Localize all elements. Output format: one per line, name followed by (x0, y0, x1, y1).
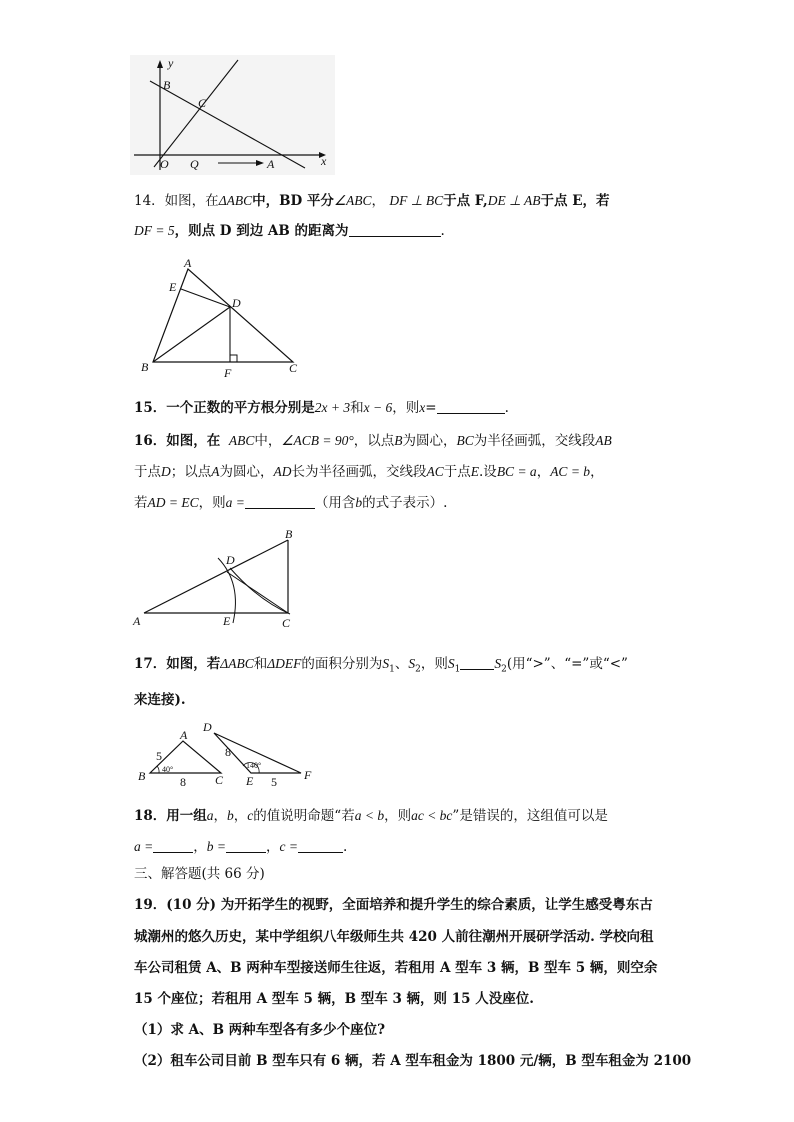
label-angle-40: 40° (162, 765, 174, 774)
section-3-heading: 三、解答题(共 66 分) (134, 866, 265, 882)
q15-line: 15．一个正数的平方根分别是2x + 3和x − 6，则x= . (134, 400, 509, 416)
q17-line2: 来连接). (134, 692, 186, 708)
label-e: E (223, 614, 231, 628)
q14-line1: 14．如图，在ΔABC中，BD 平分∠ABC， DF ⊥ BC于点 F,DE ⊥ AB于点 E，若 (134, 193, 610, 209)
label-e: E (169, 280, 177, 294)
label-d: D (203, 720, 212, 734)
q19-line4: 15 个座位；若租用 A 型车 5 辆，B 型车 3 辆，则 15 人没座位. (134, 991, 534, 1007)
answer-blank (245, 494, 315, 509)
figure-13-coordinate-graph (130, 55, 335, 175)
q19-line1: 19．(10 分) 为开拓学生的视野，全面培养和提升学生的综合素质，让学生感受粤东古 (134, 897, 653, 913)
label-f: F (304, 768, 312, 782)
answer-blank (298, 838, 343, 853)
figure-16-arcs (130, 528, 305, 633)
q17-line1: 17．如图，若ΔABC和ΔDEF的面积分别为$S_1$、$S_2$，则$S_1$ $S_2$(用“>”、“=”或“<” (134, 656, 628, 675)
label-a: A (133, 614, 141, 628)
q16-line3: 若AD = EC，则a = （用含b的式子表示）. (134, 495, 448, 511)
label-b: B (163, 78, 171, 92)
q18-line2: a = ，b = ，c = . (134, 839, 348, 855)
label-side-5: 5 (156, 749, 162, 763)
figure-17-two-triangles (135, 718, 315, 788)
label-c: C (282, 616, 291, 630)
label-a: A (180, 728, 188, 742)
label-c: C (215, 773, 224, 787)
label-d: D (232, 296, 241, 310)
label-e: E (246, 774, 254, 788)
q19-line3: 车公司租赁 A、B 两种车型接送师生往返，若租用 A 型车 3 辆，B 型车 5 辆，则空余 (134, 960, 658, 976)
label-b: B (141, 360, 149, 374)
answer-blank (437, 399, 505, 414)
q18-line1: 18．用一组a，b，c的值说明命题“若a < b，则ac < bc”是错误的，这组值可以是 (134, 808, 608, 824)
label-x: x (321, 154, 327, 168)
label-b: B (138, 769, 146, 783)
q19-part1: （1）求 A、B 两种车型各有多少个座位? (134, 1022, 386, 1038)
answer-blank (226, 838, 266, 853)
label-f: F (224, 366, 232, 380)
label-angle-140: 140° (246, 761, 262, 770)
answer-blank (153, 838, 193, 853)
label-c: C (198, 96, 207, 110)
q19-line2: 城潮州的悠久历史，某中学组织八年级师生共 420 人前往潮州开展研学活动. 学校向租 (134, 929, 654, 945)
q14-line2: DF = 5，则点 D 到边 AB 的距离为 . (134, 223, 445, 239)
label-a: A (184, 256, 192, 270)
figure-14-triangle-abc (138, 255, 308, 380)
label-a: A (267, 157, 275, 171)
label-d: D (226, 553, 235, 567)
label-y: y (168, 56, 174, 70)
label-side-5b: 5 (271, 775, 277, 788)
label-b: B (285, 528, 293, 541)
q19-part2: （2）租车公司目前 B 型车只有 6 辆，若 A 型车租金为 1800 元/辆，B 型车租金为 2100 (134, 1053, 692, 1069)
label-side-8b: 8 (225, 745, 231, 759)
label-q: Q (190, 157, 199, 171)
answer-blank (349, 222, 441, 237)
q16-line2: 于点D；以点A为圆心，AD长为半径画弧，交线段AC于点E.设BC = a，AC = b， (134, 464, 604, 480)
label-c: C (289, 361, 298, 375)
label-o: O (160, 157, 169, 171)
answer-blank (460, 655, 494, 670)
label-side-8: 8 (180, 775, 186, 788)
q16-line1: 16．如图，在 ABC中，∠ACB = 90°，以点B为圆心，BC为半径画弧，交线段AB (134, 433, 612, 449)
